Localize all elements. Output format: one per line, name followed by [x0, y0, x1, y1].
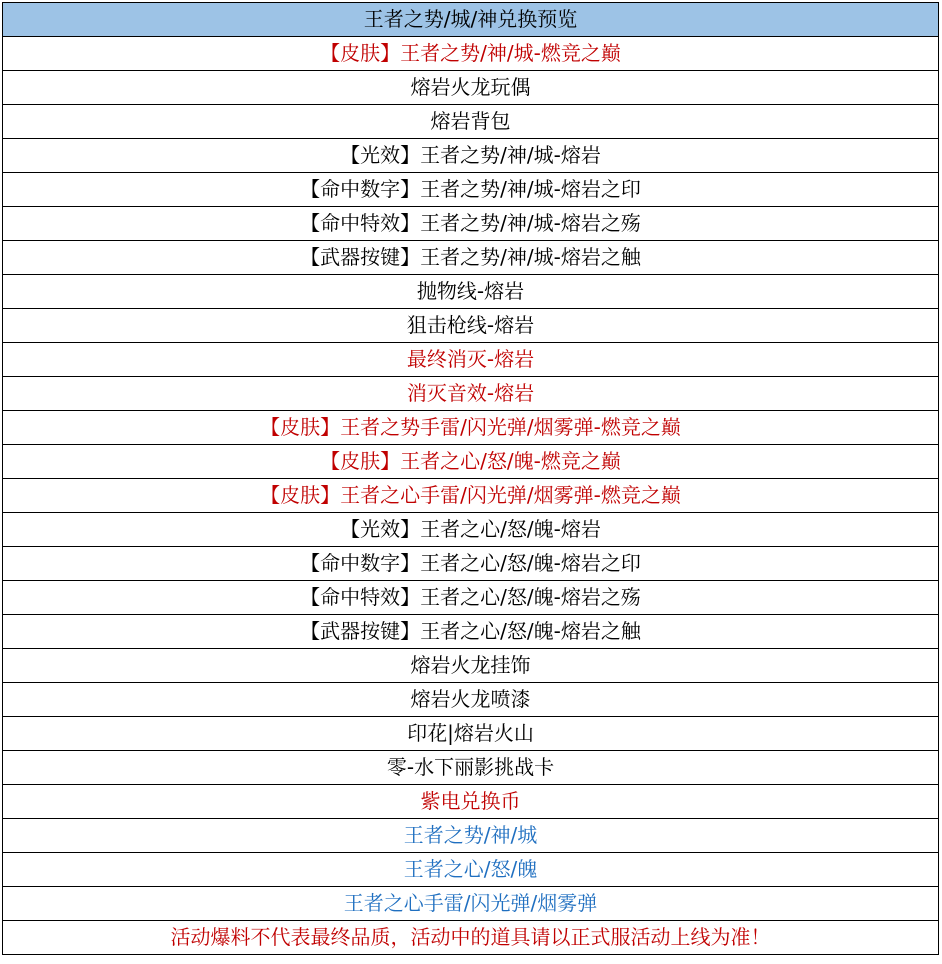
item-cell: 【命中特效】王者之势/神/城-熔岩之殇: [3, 207, 939, 241]
table-row: [3, 207, 939, 241]
table-row: [3, 241, 939, 275]
item-cell: 【皮肤】王者之心/怒/魄-燃竞之巅: [3, 445, 939, 479]
table-row: [3, 649, 939, 683]
table-row: [3, 581, 939, 615]
table-row: [3, 37, 939, 71]
header-row: [3, 3, 939, 37]
item-cell: 消灭音效-熔岩: [3, 377, 939, 411]
disclaimer-cell: 活动爆料不代表最终品质，活动中的道具请以正式服活动上线为准！: [3, 921, 939, 955]
table-row: [3, 717, 939, 751]
table-row: [3, 819, 939, 853]
item-cell: 【皮肤】王者之势/神/城-燃竞之巅: [3, 37, 939, 71]
disclaimer-row: [3, 921, 939, 955]
item-cell: 【光效】王者之心/怒/魄-熔岩: [3, 513, 939, 547]
item-cell: 【武器按键】王者之心/怒/魄-熔岩之触: [3, 615, 939, 649]
item-cell: 熔岩火龙喷漆: [3, 683, 939, 717]
table-row: [3, 275, 939, 309]
item-cell: 紫电兑换币: [3, 785, 939, 819]
table-row: [3, 411, 939, 445]
table-row: [3, 479, 939, 513]
item-cell: 【命中特效】王者之心/怒/魄-熔岩之殇: [3, 581, 939, 615]
exchange-preview-table: [2, 2, 939, 955]
table-row: [3, 683, 939, 717]
table-row: [3, 887, 939, 921]
item-cell: 【命中数字】王者之心/怒/魄-熔岩之印: [3, 547, 939, 581]
table-row: [3, 343, 939, 377]
table-row: [3, 173, 939, 207]
item-cell: 王者之势/神/城: [3, 819, 939, 853]
table-title: 王者之势/城/神兑换预览: [3, 3, 939, 37]
table-row: [3, 615, 939, 649]
item-cell: 抛物线-熔岩: [3, 275, 939, 309]
item-cell: 熔岩火龙挂饰: [3, 649, 939, 683]
item-cell: 【武器按键】王者之势/神/城-熔岩之触: [3, 241, 939, 275]
table-row: [3, 139, 939, 173]
table-row: [3, 513, 939, 547]
table-body: [3, 3, 939, 955]
table-row: [3, 71, 939, 105]
table-row: [3, 445, 939, 479]
table-row: [3, 547, 939, 581]
table-row: [3, 751, 939, 785]
item-cell: 印花|熔岩火山: [3, 717, 939, 751]
table-row: [3, 853, 939, 887]
table-row: [3, 105, 939, 139]
item-cell: 【光效】王者之势/神/城-熔岩: [3, 139, 939, 173]
item-cell: 最终消灭-熔岩: [3, 343, 939, 377]
item-cell: 零-水下丽影挑战卡: [3, 751, 939, 785]
item-cell: 王者之心/怒/魄: [3, 853, 939, 887]
item-cell: 熔岩背包: [3, 105, 939, 139]
table-row: [3, 377, 939, 411]
item-cell: 狙击枪线-熔岩: [3, 309, 939, 343]
item-cell: 王者之心手雷/闪光弹/烟雾弹: [3, 887, 939, 921]
item-cell: 熔岩火龙玩偶: [3, 71, 939, 105]
item-cell: 【皮肤】王者之势手雷/闪光弹/烟雾弹-燃竞之巅: [3, 411, 939, 445]
table-row: [3, 785, 939, 819]
item-cell: 【皮肤】王者之心手雷/闪光弹/烟雾弹-燃竞之巅: [3, 479, 939, 513]
item-cell: 【命中数字】王者之势/神/城-熔岩之印: [3, 173, 939, 207]
table-row: [3, 309, 939, 343]
